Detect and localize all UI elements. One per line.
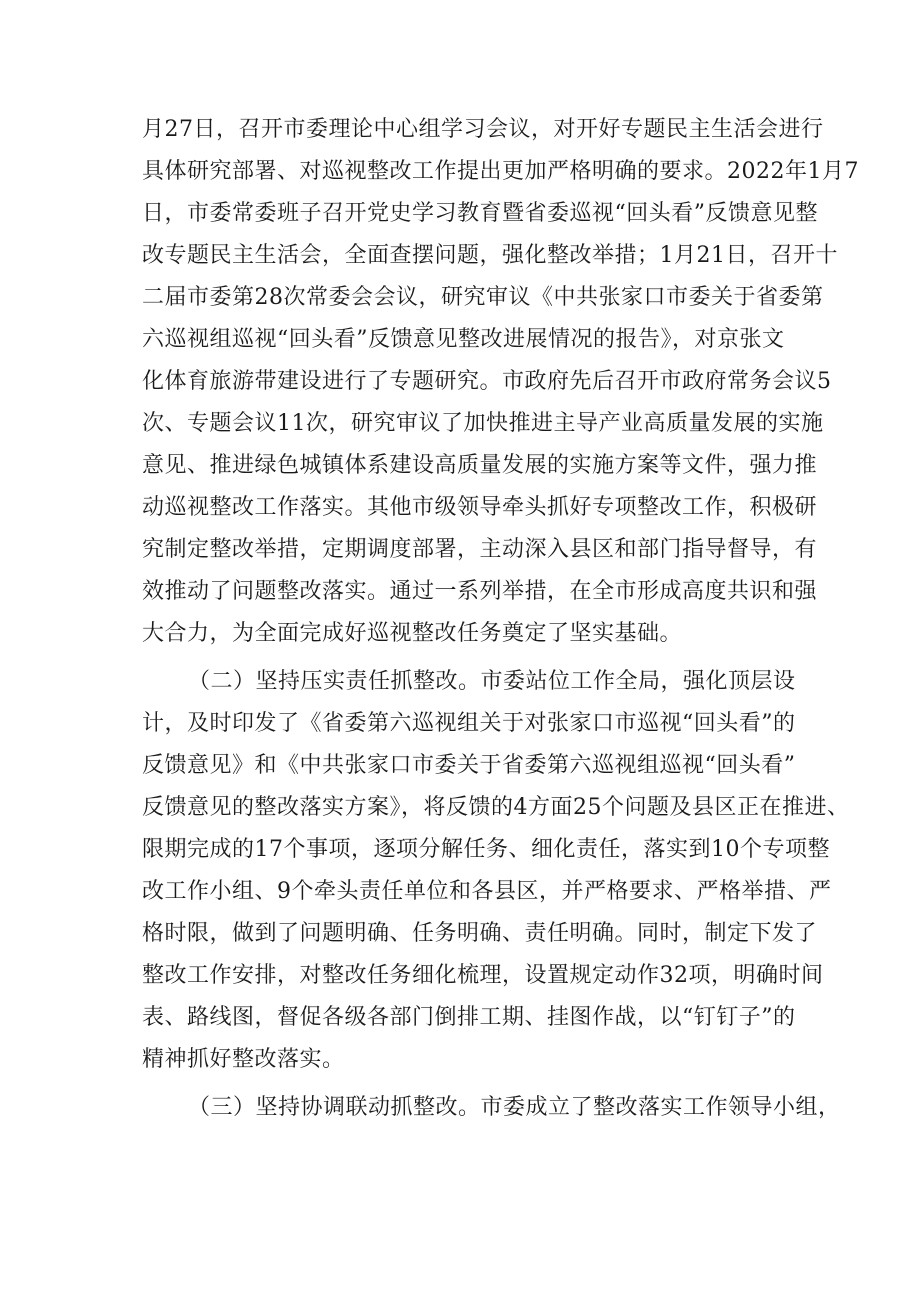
text-line: 限期完成的17个事项，逐项分解任务、细化责任，落实到10个专项整 (142, 837, 830, 862)
text-line: 化体育旅游带建设进行了专题研究。市政府先后召开市政府常务会议5 (142, 369, 832, 394)
text-line: 格时限，做到了问题明确、任务明确、责任明确。同时，制定下发了 (142, 921, 818, 946)
text-line: 日，市委常委班子召开党史学习教育暨省委巡视“回头看”反馈意见整 (142, 201, 818, 226)
text-line: 整改工作安排，对整改任务细化梳理，设置规定动作32项，明确时间 (142, 963, 824, 988)
text-line: 表、路线图，督促各级各部门倒排工期、挂图作战，以“钉钉子”的 (142, 1005, 796, 1030)
text-line: 反馈意见》和《中共张家口市委关于省委第六巡视组巡视“回头看” (142, 753, 796, 778)
text-line: 精神抓好整改落实。 (142, 1047, 345, 1072)
text-line: 效推动了问题整改落实。通过一系列举措，在全市形成高度共识和强 (142, 579, 818, 604)
text-line: 动巡视整改工作落实。其他市级领导牵头抓好专项整改工作，积极研 (142, 495, 818, 520)
text-line: 计，及时印发了《省委第六巡视组关于对张家口市巡视“回头看”的 (142, 711, 796, 736)
text-line: 改专题民主生活会，全面查摆问题，强化整改举措；1月21日，召开十 (142, 243, 838, 268)
text-line: 意见、推进绿色城镇体系建设高质量发展的实施方案等文件，强力推 (142, 453, 818, 478)
text-line: 大合力，为全面完成好巡视整改任务奠定了坚实基础。 (142, 621, 683, 646)
text-line: 六巡视组巡视“回头看”反馈意见整改进展情况的报告》，对京张文 (142, 327, 785, 352)
section-heading-line: （二）坚持压实责任抓整改。市委站位工作全局，强化顶层设 (188, 669, 796, 694)
text-line: 次、专题会议11次，研究审议了加快推进主导产业高质量发展的实施 (142, 411, 824, 436)
text-line: 月27日，召开市委理论中心组学习会议，对开好专题民主生活会进行 (142, 117, 824, 142)
text-line: 二届市委第28次常委会会议，研究审议《中共张家口市委关于省委第 (142, 285, 824, 310)
text-line: 改工作小组、9个牵头责任单位和各县区，并严格要求、严格举措、严 (142, 879, 832, 904)
text-line: 究制定整改举措，定期调度部署，主动深入县区和部门指导督导，有 (142, 537, 818, 562)
text-line: 具体研究部署、对巡视整改工作提出更加严格明确的要求。2022年1月7 (142, 159, 859, 184)
text-line: 反馈意见的整改落实方案》，将反馈的4方面25个问题及县区正在推进、 (142, 795, 850, 820)
section-heading-line: （三）坚持协调联动抓整改。市委成立了整改落实工作领导小组， (188, 1095, 841, 1120)
